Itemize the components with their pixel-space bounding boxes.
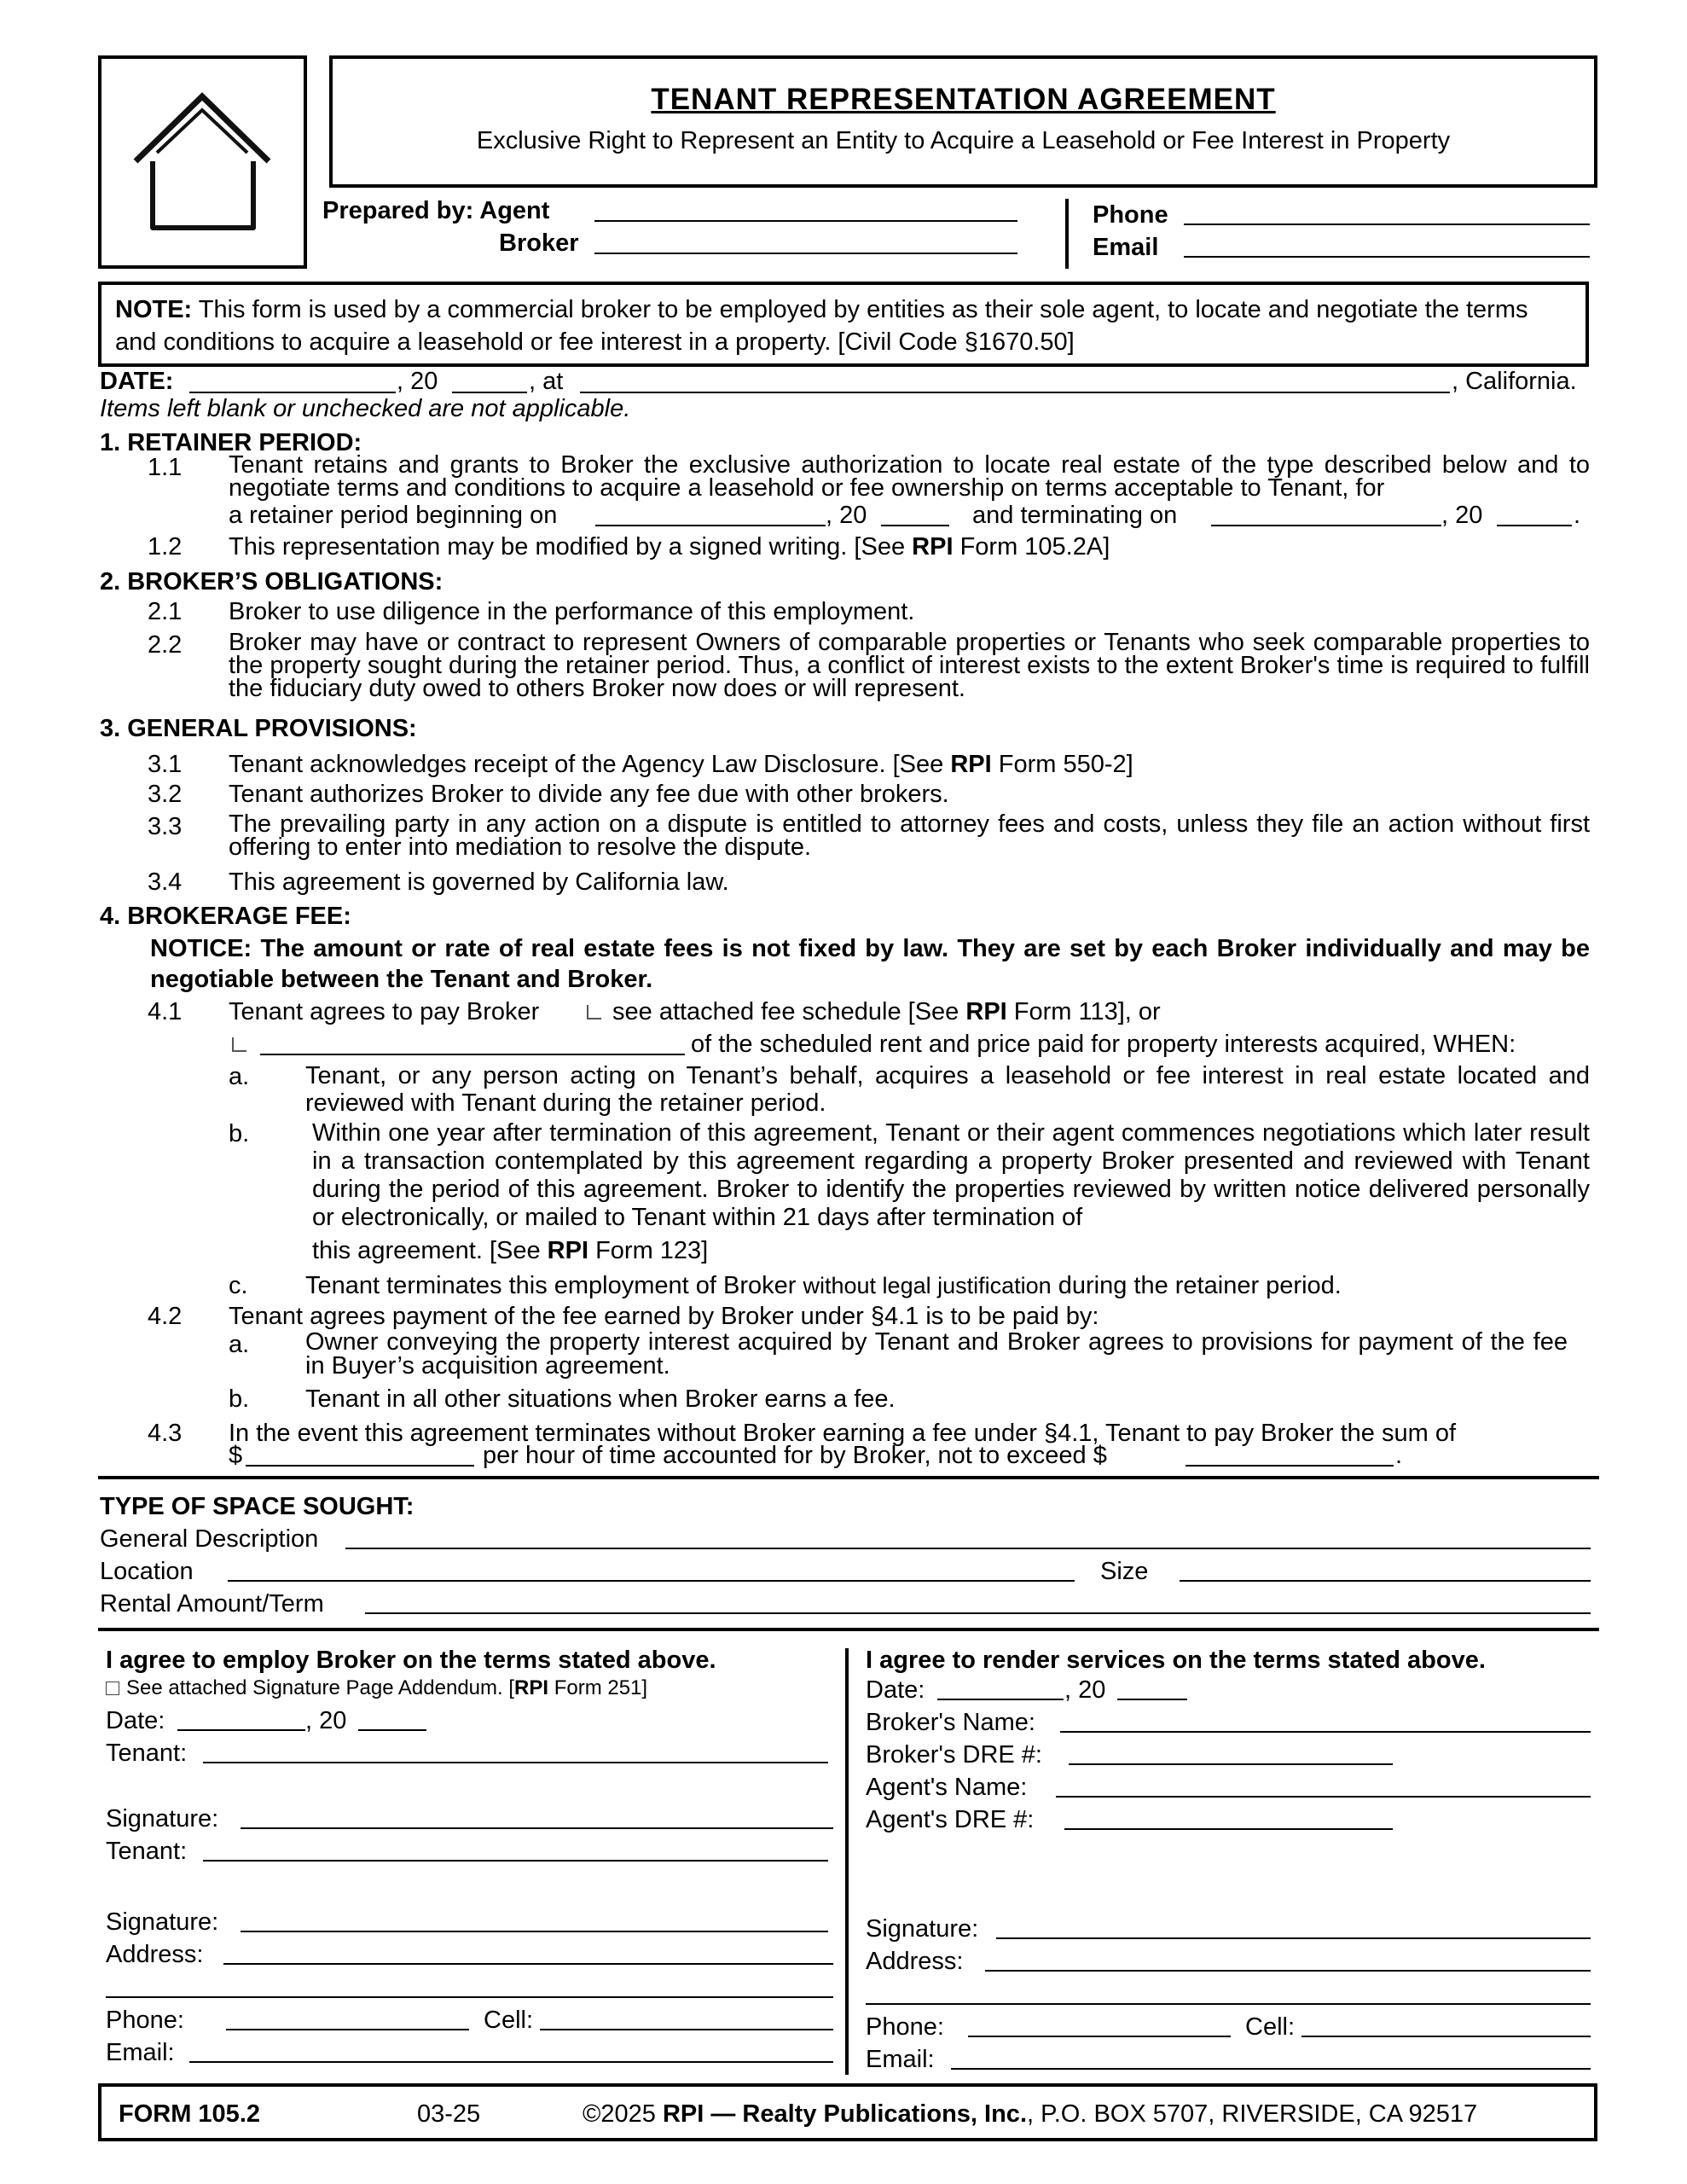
s1-2-rpi: RPI (912, 533, 954, 561)
s4-1b-text-2a: this agreement. [See (312, 1237, 541, 1264)
location-label: Location (100, 1558, 194, 1585)
s3-2-text: Tenant authorizes Broker to divide any fee due with other brokers. (229, 781, 949, 808)
right-address-label: Address: (866, 1948, 964, 1975)
blank-note: Items left blank or unchecked are not applicable. (100, 395, 631, 422)
left-cell-field[interactable] (540, 2029, 833, 2030)
broker-field[interactable] (594, 253, 1017, 254)
right-signature-label: Signature: (866, 1915, 979, 1943)
left-address-field-2[interactable] (106, 1996, 833, 1998)
rental-field[interactable] (365, 1612, 1591, 1614)
copyright-c: , P.O. BOX 5707, RIVERSIDE, CA 92517 (1027, 2100, 1478, 2128)
signature-divider (845, 1648, 849, 2075)
agent-field[interactable] (594, 220, 1017, 222)
addendum-checkbox[interactable] (106, 1682, 119, 1695)
s4-1c-text-1: Tenant terminates this employment of Broker (305, 1272, 797, 1299)
signature-2-label: Signature: (106, 1908, 219, 1936)
s4-3-dollar: $ (229, 1442, 243, 1469)
s4-2-text: Tenant agrees payment of the fee earned by Broker under §4.1 is to be paid by: (229, 1303, 1099, 1330)
s4-1-text-d: of the scheduled rent and price paid for property interests acquired, WHEN: (691, 1031, 1516, 1058)
retainer-begin-year-field[interactable] (881, 525, 949, 526)
copyright (583, 2102, 1477, 2127)
s4-2b-text: Tenant in all other situations when Broker earns a fee. (305, 1385, 896, 1413)
s1-1-terminating: and terminating on (972, 502, 1178, 529)
s4-1-num: 4.1 (148, 998, 183, 1025)
house-icon (101, 59, 304, 265)
general-description-field[interactable] (345, 1548, 1591, 1549)
s1-2-text-b: Form 105.2A] (959, 533, 1110, 561)
form-number: FORM 105.2 (119, 2100, 260, 2128)
logo-box (98, 55, 307, 269)
retainer-end-year-field[interactable] (1497, 525, 1572, 526)
left-sign-heading: I agree to employ Broker on the terms stated above. (106, 1647, 716, 1674)
tenant-1-field[interactable] (203, 1762, 828, 1763)
s3-1-text-a: Tenant acknowledges receipt of the Agency Law Disclosure. [See (229, 751, 944, 778)
right-sign-heading: I agree to render services on the terms stated above. (866, 1647, 1486, 1674)
fee-schedule-checkbox[interactable] (587, 1005, 601, 1019)
s4-2b-label: b. (229, 1385, 250, 1413)
footer-box (98, 2083, 1597, 2141)
email-label: Email (1093, 234, 1159, 261)
broker-dre-label: Broker's DRE #: (866, 1741, 1042, 1769)
location-field[interactable] (228, 1580, 1075, 1582)
general-description-label: General Description (100, 1525, 319, 1553)
left-date-label: Date: (106, 1707, 165, 1734)
form-date: 03-25 (417, 2100, 481, 2128)
tenant-2-label: Tenant: (106, 1838, 188, 1865)
s3-4-text: This agreement is governed by California law. (229, 868, 729, 896)
s4-1a-text: Tenant, or any person acting on Tenant’s behalf, acquires a leasehold or fee interest in real estate located and reviewed with Tenant during the retainer period. (305, 1062, 1590, 1117)
tenant-2-field[interactable] (203, 1860, 828, 1862)
tenant-1-label: Tenant: (106, 1740, 188, 1767)
s4-1-text-a: Tenant agrees to pay Broker (229, 998, 540, 1025)
s4-1c-text-2: without legal justification (803, 1273, 1052, 1298)
left-address-label: Address: (106, 1941, 204, 1968)
agent-name-label: Agent's Name: (866, 1774, 1028, 1801)
size-field[interactable] (1180, 1580, 1591, 1582)
date-california: , California. (1452, 368, 1577, 395)
s2-2-text: Broker may have or contract to represent Owners of comparable properties or Tenants who seek comparable properties to the property sought during the retainer period. Thus, a conflict of interest exists to the extent Broker's time is required to fulfill the fiduciary duty owed to others Broker now does or will represent. (229, 629, 1590, 702)
section-3-heading: 3. GENERAL PROVISIONS: (100, 715, 417, 742)
s4-3-text: In the event this agreement terminates without Broker earning a fee under §4.1, Tenant to pay Broker the sum of (229, 1420, 1457, 1447)
s4-1b-text-2b: Form 123] (595, 1237, 709, 1264)
fee-rate-field[interactable] (260, 1054, 685, 1055)
broker-name-label: Broker's Name: (866, 1709, 1035, 1736)
s4-1-text-c: Form 113], or (1013, 998, 1161, 1025)
s4-1b-text-2 (312, 1239, 708, 1263)
s4-1-text-b1: see attached fee schedule [See (612, 998, 959, 1025)
left-email-field[interactable] (189, 2061, 833, 2063)
signature-1-field[interactable] (241, 1827, 833, 1829)
section-1-heading: 1. RETAINER PERIOD: (100, 429, 362, 456)
copyright-b: RPI — Realty Publications, Inc. (662, 2100, 1027, 2128)
copyright-a: ©2025 (583, 2100, 656, 2128)
s4-3-text-c: per hour of time accounted for by Broker, not to exceed $ (483, 1442, 1107, 1469)
s4-2-num: 4.2 (148, 1303, 183, 1330)
s1-1-year-a: , 20 (826, 502, 867, 529)
page-title: TENANT REPRESENTATION AGREEMENT (651, 83, 1276, 116)
addendum-rpi: RPI (514, 1676, 549, 1699)
space-heading: TYPE OF SPACE SOUGHT: (100, 1493, 415, 1520)
phone-label: Phone (1093, 201, 1168, 229)
date-year-prefix: , 20 (397, 368, 438, 395)
s1-1-end-dot: . (1574, 502, 1581, 529)
note-label: NOTE: (115, 296, 193, 323)
right-phone-field[interactable] (968, 2036, 1231, 2037)
s4-1a-label: a. (229, 1063, 250, 1090)
left-email-label: Email: (106, 2039, 175, 2066)
prepared-agent-label: Prepared by: Agent (322, 197, 550, 224)
s4-3-num: 4.3 (148, 1420, 183, 1447)
signature-1-label: Signature: (106, 1805, 219, 1833)
page-subtitle: Exclusive Right to Represent an Entity to Acquire a Leasehold or Fee Interest in Property (476, 127, 1451, 154)
left-year-field[interactable] (358, 1729, 426, 1731)
date-city-field[interactable] (580, 392, 1450, 393)
s2-2-num: 2.2 (148, 631, 183, 659)
s3-2-num: 3.2 (148, 781, 183, 808)
divider-space-top (98, 1476, 1599, 1479)
s4-1-text-b (612, 1000, 1161, 1025)
s1-2-text-a: This representation may be modified by a signed writing. [See (229, 533, 906, 561)
s4-1c-text (305, 1274, 1342, 1298)
date-year-field[interactable] (452, 392, 527, 393)
email-field[interactable] (1184, 256, 1590, 258)
note-text (115, 293, 1575, 358)
s1-2-text (229, 535, 1110, 560)
s1-1-text: Tenant retains and grants to Broker the exclusive authorization to locate real estate of the type described below and to negotiate terms and conditions to acquire a leasehold or fee ownership on terms acceptable to Tenant, for (229, 451, 1590, 502)
agent-dre-field[interactable] (1064, 1828, 1393, 1830)
right-phone-label: Phone: (866, 2013, 944, 2041)
section-2-heading: 2. BROKER’S OBLIGATIONS: (100, 568, 443, 595)
s3-1-num: 3.1 (148, 751, 183, 778)
s3-3-text: The prevailing party in any action on a dispute is entitled to attorney fees and costs, unless they file an action without first offering to enter into mediation to resolve the dispute. (229, 810, 1590, 861)
s3-1-text (229, 752, 1133, 777)
max-amount-field[interactable] (1186, 1465, 1394, 1467)
left-phone-field[interactable] (226, 2029, 469, 2030)
signature-2-field[interactable] (241, 1931, 828, 1932)
section-4-heading: 4. BROKERAGE FEE: (100, 903, 351, 930)
s4-1b-label: b. (229, 1120, 250, 1147)
s3-1-rpi: RPI (950, 751, 992, 778)
right-signature-field[interactable] (996, 1937, 1591, 1939)
date-at: , at (529, 368, 564, 395)
s3-4-num: 3.4 (148, 868, 183, 896)
right-date-label: Date: (866, 1676, 925, 1704)
s2-1-text: Broker to use diligence in the performance of this employment. (229, 598, 915, 625)
s4-1c-label: c. (229, 1272, 248, 1299)
agent-name-field[interactable] (1056, 1796, 1591, 1798)
left-cell-label: Cell: (484, 2007, 534, 2034)
right-email-label: Email: (866, 2046, 935, 2073)
left-address-field-1[interactable] (223, 1963, 833, 1965)
addendum-text-a: See attached Signature Page Addendum. [ (126, 1676, 515, 1699)
date-label: DATE: (100, 368, 174, 395)
s1-1-year-b: , 20 (1441, 502, 1483, 529)
broker-dre-field[interactable] (1069, 1763, 1393, 1765)
hourly-rate-field[interactable] (246, 1465, 474, 1467)
right-year-label: , 20 (1064, 1676, 1106, 1704)
retainer-end-field[interactable] (1211, 525, 1441, 526)
date-field[interactable] (189, 392, 396, 393)
broker-name-field[interactable] (1060, 1731, 1591, 1733)
s4-1-rpi: RPI (965, 998, 1007, 1025)
note-body: This form is used by a commercial broker to be employed by entities as their sole agent, to locate and negotiate the terms and conditions to acquire a leasehold or fee interest in a property. [Civil Code §1670.50] (115, 296, 1528, 356)
addendum-text-c: Form 251] (554, 1676, 648, 1699)
s4-1b-text: Within one year after termination of this agreement, Tenant or their agent commences negotiations which later result in a transaction contemplated by this agreement regarding a property Broker presented and reviewed with Tenant during the period of this agreement. Broker to identify the properties reviewed by written notice delivered personally or electronically, or mailed to Tenant within 21 days after termination of (312, 1119, 1590, 1231)
signature-addendum (106, 1678, 647, 1699)
left-phone-label: Phone: (106, 2007, 184, 2034)
fee-rate-checkbox[interactable] (232, 1037, 246, 1052)
right-year-field[interactable] (1117, 1699, 1187, 1700)
divider-space-bottom (98, 1628, 1599, 1631)
right-address-field-1[interactable] (985, 1970, 1591, 1972)
s4-2a-label: a. (229, 1331, 250, 1358)
size-label: Size (1100, 1558, 1149, 1585)
s2-1-num: 2.1 (148, 598, 183, 625)
s3-1-text-b: Form 550-2] (998, 751, 1133, 778)
right-cell-label: Cell: (1245, 2013, 1296, 2041)
title-box (329, 55, 1597, 188)
s4-notice: NOTICE: The amount or rate of real estate fees is not fixed by law. They are set by each Broker individually and may be negotiable between the Tenant and Broker. (150, 935, 1590, 993)
retainer-begin-field[interactable] (595, 525, 826, 526)
header-divider (1065, 199, 1069, 269)
right-cell-field[interactable] (1301, 2036, 1591, 2037)
note-box (98, 282, 1589, 367)
right-address-field-2[interactable] (866, 2003, 1591, 2005)
s4-1b-rpi: RPI (547, 1237, 589, 1264)
right-date-field[interactable] (937, 1699, 1064, 1700)
left-date-field[interactable] (177, 1729, 305, 1731)
s1-2-num: 1.2 (148, 533, 183, 561)
s1-1-period-label: a retainer period beginning on (229, 502, 558, 529)
left-year-label: , 20 (305, 1707, 347, 1734)
agent-dre-label: Agent's DRE #: (866, 1806, 1035, 1833)
prepared-broker-label: Broker (499, 229, 579, 257)
s3-3-num: 3.3 (148, 813, 183, 840)
s1-1-num: 1.1 (148, 454, 183, 481)
s4-2a-text: Owner conveying the property interest acquired by Tenant and Broker agrees to provisions for payment of the fee in Buyer’s acquisition agreement. (305, 1328, 1568, 1380)
s4-1c-text-3: during the retainer period. (1058, 1272, 1342, 1299)
s4-3-text-d: . (1395, 1442, 1403, 1469)
rental-label: Rental Amount/Term (100, 1590, 324, 1618)
right-email-field[interactable] (951, 2068, 1591, 2070)
phone-field[interactable] (1184, 224, 1590, 225)
